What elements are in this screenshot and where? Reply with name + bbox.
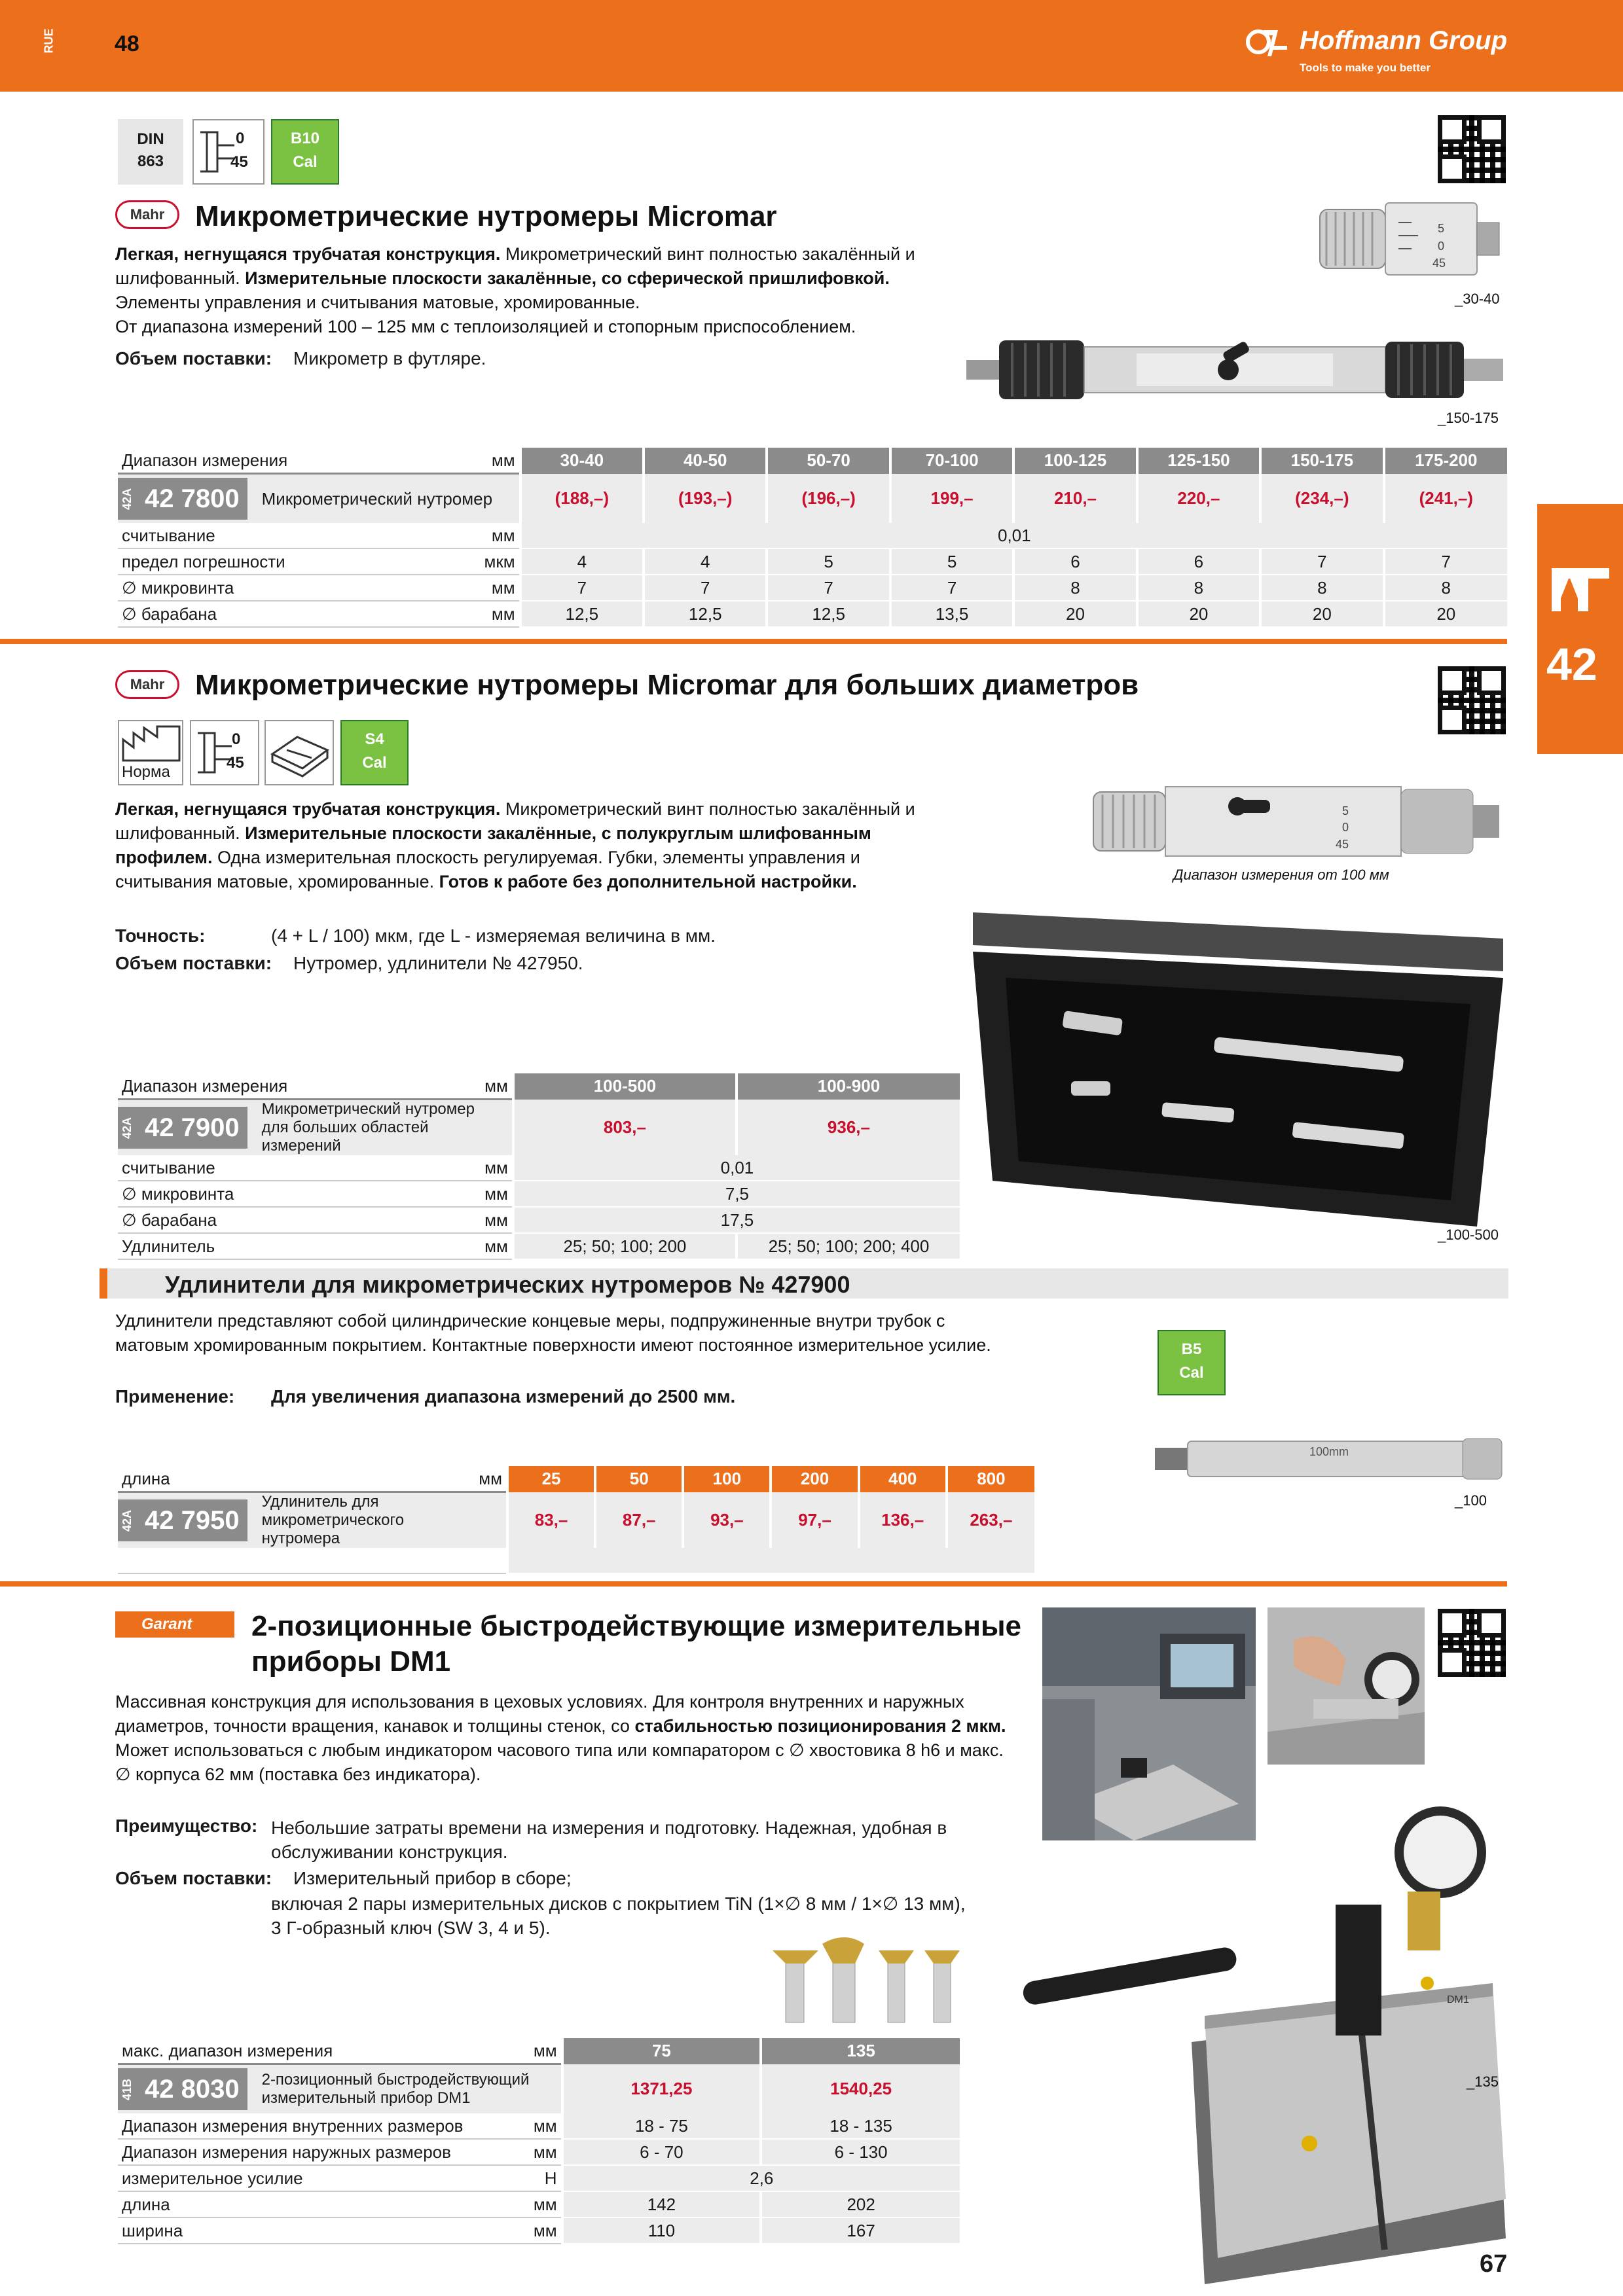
t1-col: 125-150 (1137, 448, 1260, 474)
spec-value: 8 (1137, 575, 1260, 601)
spec-unit: мм (486, 2217, 562, 2244)
s4-desc-2: Может использоваться с любым индикатором часового типа или компаратором с ∅ хвостовика 8 h6 и макс. ∅ корпуса 62 мм (поставка без индикатора). (115, 1740, 1004, 1784)
s4-desc-1: Массивная конструкция для использования в цеховых условиях. Для контроля внутренних и наружных диаметров, точности вращения, канавок и толщины стенок, со (115, 1692, 964, 1736)
s2-desc-bold3: Готов к работе без дополнительной настройки. (439, 872, 857, 891)
price: 87,– (595, 1492, 683, 1549)
range-0: 0 (236, 130, 245, 147)
spec-value: 20 (1013, 601, 1137, 627)
caption-150-175: _150-175 (1438, 410, 1499, 426)
spec-value: 6 (1013, 548, 1137, 575)
s4-delivery-value1: Измерительный прибор в сборе; (293, 1868, 572, 1888)
separator-2 (0, 1581, 1507, 1587)
caliper-icon (1549, 563, 1612, 622)
spec-unit: мм (433, 523, 520, 548)
table-427950 (118, 1466, 1034, 1574)
spec-unit: Н (486, 2165, 562, 2191)
s1-desc-3: От диапазона измерений 100 – 125 мм с теплоизоляцией и стопорным приспособлением. (115, 317, 856, 336)
spec-unit: мкм (433, 548, 520, 575)
price: (188,–) (520, 474, 644, 524)
product-name: Микрометрический нутромер (261, 488, 493, 509)
t3-col: 400 (859, 1466, 947, 1492)
s2-accuracy-label: Точность: (115, 925, 206, 946)
calibration-badge (1158, 1330, 1226, 1395)
range-icon (192, 119, 264, 185)
spec-label: предел погрешности (118, 548, 433, 575)
spec-label: считывание (118, 1155, 428, 1181)
svg-text:45: 45 (1432, 257, 1446, 270)
country-code: RUE (42, 28, 56, 54)
badge-code: B5 (1181, 1340, 1202, 1358)
s1-delivery-label: Объем поставки: (115, 348, 272, 368)
brand-name: Hoffmann Group (1300, 26, 1508, 55)
price: 1540,25 (761, 2064, 960, 2114)
t1-col: 175-200 (1384, 448, 1507, 474)
product-name: Микрометрический нутромер для больших областей измерений (261, 1100, 475, 1155)
section1-title: Микрометрические нутромеры Micromar (195, 200, 777, 232)
case-set-image (966, 906, 1510, 1233)
article-427950[interactable] (118, 1493, 506, 1548)
price: 220,– (1137, 474, 1260, 524)
spec-value: 20 (1260, 601, 1383, 627)
range-45: 45 (227, 754, 244, 772)
spec-value: 13,5 (890, 601, 1013, 627)
norm-label: Норма (122, 763, 170, 781)
s2-delivery-value: Нутромер, удлинители № 427950. (293, 953, 583, 973)
spec-unit: мм (428, 1155, 513, 1181)
spec-label: ∅ барабана (118, 1207, 428, 1233)
section2-description (115, 797, 934, 894)
qr-code-2[interactable] (1438, 666, 1506, 734)
s2-desc-1: Микрометрический винт полностью закалённый и шлифованный. (115, 799, 915, 843)
s1-desc-bold1: Легкая, негнущаяся трубчатая конструкция. (115, 244, 501, 264)
t3-col: 200 (771, 1466, 858, 1492)
price: (193,–) (644, 474, 767, 524)
svg-text:45: 45 (1336, 838, 1349, 851)
section3-description: Удлинители представляют собой цилиндрические концевые меры, подпружиненные внутри трубок с матовым хромированным покрытием. Контактные поверхности имеют постоянное измерительное усилие. (115, 1311, 991, 1355)
s1-desc-1: Микрометрический винт полностью закалённый и шлифованный. (115, 244, 915, 288)
spec-value: 12,5 (644, 601, 767, 627)
mahr-logo: Mahr (115, 200, 179, 229)
spec-unit: мм (433, 601, 520, 627)
spec-label: Диапазон измерения внутренних размеров (118, 2113, 486, 2139)
spec-value: 0,01 (520, 523, 1507, 548)
spec-value: 167 (761, 2217, 960, 2244)
article-427900[interactable] (118, 1100, 512, 1155)
range-0: 0 (232, 730, 241, 748)
spec-unit: мм (428, 1233, 513, 1259)
s2-desc-bold2: Измерительные плоскости закалённые, с полукруглым шлифованным профилем. (115, 823, 871, 867)
section2-title: Микрометрические нутромеры Micromar для больших диаметров (195, 669, 1139, 701)
large-micrometer-head-image (1087, 779, 1506, 864)
chapter-number: 42 (1546, 639, 1597, 690)
article-number: 42 7950 (137, 1499, 247, 1541)
spec-label: ∅ микровинта (118, 1181, 428, 1207)
chapter-tab[interactable] (1537, 504, 1623, 754)
badge-cal: Cal (362, 754, 387, 772)
badge-code: S4 (365, 730, 384, 748)
price: (241,–) (1384, 474, 1507, 524)
spec-value: 5 (890, 548, 1013, 575)
section4-title-line1: 2-позиционные быстродействующие измерительные (251, 1610, 1022, 1642)
page-number-left: 48 (115, 31, 139, 56)
price: 263,– (947, 1492, 1034, 1549)
table-427800 (118, 448, 1507, 628)
t1-col: 40-50 (644, 448, 767, 474)
caption-100-500: _100-500 (1438, 1227, 1499, 1243)
price: 97,– (771, 1492, 858, 1549)
spec-unit: мм (433, 575, 520, 601)
t1-range-label: Диапазон измерения (118, 448, 433, 474)
spec-value: 6 - 130 (761, 2139, 960, 2165)
spec-value: 5 (767, 548, 890, 575)
price: 136,– (859, 1492, 947, 1549)
spec-value: 0,01 (513, 1155, 960, 1181)
article-number: 42 7900 (137, 1107, 247, 1149)
t1-col: 150-175 (1260, 448, 1383, 474)
spec-unit: мм (486, 2191, 562, 2217)
s4-adv-label: Преимущество: (115, 1816, 258, 1836)
t1-col: 100-125 (1013, 448, 1137, 474)
product-name: 2-позиционный быстродействующий измерительный прибор DM1 (261, 2071, 530, 2107)
price: 83,– (507, 1492, 595, 1549)
spec-value: 7 (890, 575, 1013, 601)
mahr-logo: Mahr (115, 670, 179, 699)
spec-value: 18 - 75 (562, 2113, 761, 2139)
spec-value: 8 (1260, 575, 1383, 601)
s1-desc-2: Элементы управления и считывания матовые, хромированные. (115, 293, 640, 312)
t3-col: 25 (507, 1466, 595, 1492)
t3-col: 50 (595, 1466, 683, 1492)
s2-accuracy-value: (4 + L / 100) мкм, где L - измеряемая величина в мм. (271, 925, 716, 946)
badge-code: B10 (290, 130, 320, 147)
spec-value: 18 - 135 (761, 2113, 960, 2139)
caption-30-40: _30-40 (1455, 291, 1500, 307)
subsection-bar (107, 1268, 1508, 1299)
svg-text:5: 5 (1438, 222, 1445, 235)
spec-value: 25; 50; 100; 200 (513, 1233, 737, 1259)
t4-range-label: макс. диапазон измерения (118, 2038, 486, 2064)
dm1-device-image (1008, 1806, 1510, 2291)
dm1-label: DM1 (1447, 1994, 1469, 2005)
spec-unit: мм (428, 1207, 513, 1233)
spec-value: 25; 50; 100; 200; 400 (737, 1233, 960, 1259)
category-code: 41B (118, 2068, 137, 2110)
range-45: 45 (230, 153, 248, 171)
caption-range-100: Диапазон измерения от 100 мм (1173, 867, 1389, 883)
s2-delivery-label: Объем поставки: (115, 953, 272, 973)
svg-text:0: 0 (1342, 821, 1349, 834)
t2-col: 100-500 (513, 1073, 737, 1100)
spec-value: 7 (1260, 548, 1383, 575)
spec-label: ∅ микровинта (118, 575, 433, 601)
garant-logo (115, 1611, 234, 1638)
din-tag: DIN 863 (118, 119, 183, 185)
range-icon (190, 720, 259, 785)
s2-desc-2: Одна измерительная плоскость регулируемая. Губки, элементы управления и считывания матовые, хромированные. (115, 848, 860, 891)
price: (234,–) (1260, 474, 1383, 524)
page-header (0, 0, 1623, 92)
svg-text:0: 0 (1438, 240, 1445, 253)
spec-value: 7 (767, 575, 890, 601)
category-code: 42A (118, 478, 137, 520)
spec-value: 7,5 (513, 1181, 960, 1207)
subsection-marker (100, 1268, 107, 1299)
micrometer-150-175-image (966, 327, 1510, 412)
spec-value: 4 (520, 548, 644, 575)
spec-label: ∅ барабана (118, 601, 433, 627)
t3-col: 800 (947, 1466, 1034, 1492)
table-428030 (118, 2038, 960, 2244)
article-428030[interactable] (118, 2068, 561, 2110)
t4-unit: мм (486, 2038, 562, 2064)
spec-value: 17,5 (513, 1207, 960, 1233)
article-427800[interactable] (118, 478, 519, 520)
calibration-badge (271, 119, 339, 185)
t3-col: 100 (683, 1466, 771, 1492)
s4-desc-bold1: стабильностью позиционирования 2 мкм. (634, 1716, 1006, 1736)
spec-value: 12,5 (520, 601, 644, 627)
spec-label: Диапазон измерения наружных размеров (118, 2139, 486, 2165)
caption-100: _100 (1455, 1492, 1487, 1509)
page-number: 67 (1480, 2250, 1508, 2278)
spec-value: 4 (644, 548, 767, 575)
s4-delivery-value3: 3 Г-образный ключ (SW 3, 4 и 5). (271, 1918, 551, 1938)
s4-adv-value: Небольшие затраты времени на измерения и подготовку. Надежная, удобная в обслуживании конструкция. (271, 1818, 947, 1862)
caption-135: _135 (1467, 2073, 1499, 2090)
garant-logo-text: Garant (141, 1615, 192, 1633)
t1-col: 50-70 (767, 448, 890, 474)
spec-value: 7 (520, 575, 644, 601)
t4-col: 135 (761, 2038, 960, 2064)
section3-title: Удлинители для микрометрических нутромеров № 427900 (165, 1271, 850, 1298)
workshop-photo (1042, 1607, 1256, 1840)
spec-label: длина (118, 2191, 486, 2217)
spec-value: 110 (562, 2217, 761, 2244)
s1-delivery-value: Микрометр в футляре. (293, 348, 486, 368)
spec-unit: мм (486, 2113, 562, 2139)
s2-desc-bold1: Легкая, негнущаяся трубчатая конструкция. (115, 799, 501, 819)
price: (196,–) (767, 474, 890, 524)
badge-cal: Cal (293, 153, 318, 171)
hoffmann-logo-icon (1244, 24, 1290, 60)
price: 936,– (737, 1100, 960, 1156)
micrometer-head-image (1307, 196, 1516, 288)
spec-value: 2,6 (562, 2165, 960, 2191)
t3-range-label: длина (118, 1466, 424, 1492)
price: 210,– (1013, 474, 1137, 524)
spec-value: 7 (644, 575, 767, 601)
spec-label: считывание (118, 523, 433, 548)
t2-range-label: Диапазон измерения (118, 1073, 428, 1100)
t4-col: 75 (562, 2038, 761, 2064)
svg-text:5: 5 (1342, 804, 1349, 817)
t1-unit: мм (433, 448, 520, 474)
hand-measuring-photo (1267, 1607, 1425, 1765)
spec-value: 7 (1384, 548, 1507, 575)
rod-label: 100mm (1309, 1445, 1349, 1458)
spec-value: 6 - 70 (562, 2139, 761, 2165)
article-number: 42 8030 (137, 2068, 247, 2110)
price: 93,– (683, 1492, 771, 1549)
price: 803,– (513, 1100, 737, 1156)
spec-value: 8 (1013, 575, 1137, 601)
qr-code-1[interactable] (1438, 115, 1506, 183)
section1-description (115, 242, 934, 339)
separator-1 (0, 639, 1507, 644)
case-icon (264, 720, 334, 785)
s1-desc-bold2: Измерительные плоскости закалённые, со сферической пришлифовкой. (245, 268, 890, 288)
spec-value: 142 (562, 2191, 761, 2217)
spec-value: 20 (1137, 601, 1260, 627)
s4-delivery-value2: включая 2 пары измерительных дисков с покрытием TiN (1×∅ 8 мм / 1×∅ 13 мм), (271, 1893, 966, 1914)
spec-label: Удлинитель (118, 1233, 428, 1259)
spec-value: 202 (761, 2191, 960, 2217)
badge-cal: Cal (1179, 1364, 1204, 1382)
calibration-badge (340, 720, 409, 785)
s4-delivery-label: Объем поставки: (115, 1868, 272, 1888)
category-code: 42A (118, 1107, 137, 1149)
table-427900 (118, 1073, 960, 1260)
s3-apply-label: Применение: (115, 1386, 235, 1407)
spec-value: 6 (1137, 548, 1260, 575)
price: 199,– (890, 474, 1013, 524)
measuring-discs-image (766, 1931, 976, 2029)
empty-cell (507, 1548, 1034, 1573)
t2-col: 100-900 (737, 1073, 960, 1100)
s3-apply-value: Для увеличения диапазона измерений до 2500 мм. (271, 1386, 736, 1407)
price: 1371,25 (562, 2064, 761, 2114)
spec-label: измерительное усилие (118, 2165, 486, 2191)
article-number: 42 7800 (137, 478, 247, 520)
t2-unit: мм (428, 1073, 513, 1100)
spec-value: 8 (1384, 575, 1507, 601)
brand-slogan: Tools to make you better (1300, 62, 1431, 74)
spec-value: 12,5 (767, 601, 890, 627)
qr-code-3[interactable] (1438, 1609, 1506, 1677)
section4-title-line2: приборы DM1 (251, 1645, 451, 1677)
spec-unit: мм (486, 2139, 562, 2165)
spec-value: 20 (1384, 601, 1507, 627)
t1-col: 30-40 (520, 448, 644, 474)
section4-description (115, 1690, 1012, 1787)
empty-row (118, 1548, 507, 1573)
category-code: 42A (118, 1499, 137, 1541)
spec-label: ширина (118, 2217, 486, 2244)
t1-col: 70-100 (890, 448, 1013, 474)
spec-unit: мм (428, 1181, 513, 1207)
norm-icon (118, 720, 183, 785)
t3-unit: мм (424, 1466, 507, 1492)
product-name: Удлинитель для микрометрического нутромера (261, 1493, 405, 1547)
